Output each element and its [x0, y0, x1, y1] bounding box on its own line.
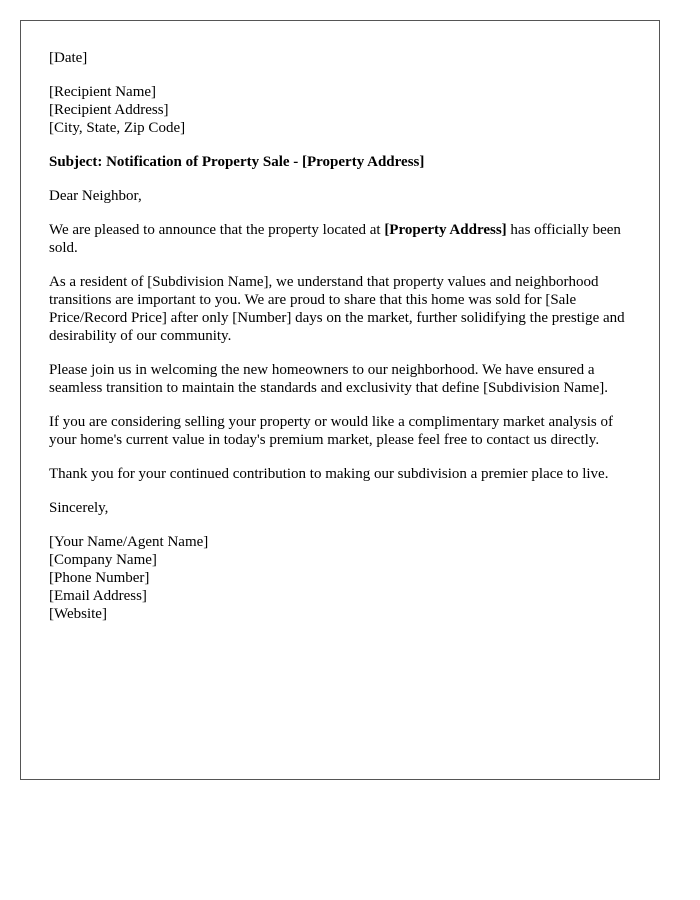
recipient-name: [Recipient Name] [49, 84, 157, 100]
subject-line: Subject: Notification of Property Sale - [Property Address] [49, 154, 425, 170]
salutation: Dear Neighbor, [49, 188, 142, 204]
date-block [49, 49, 631, 67]
recipient-block [49, 83, 631, 137]
paragraph-announcement-start: We are pleased to announce that the property located at [49, 222, 385, 238]
paragraph-welcome: Please join us in welcoming the new homeowners to our neighborhood. We have ensured a seamless transition to maintain the standards and exclusivity that define [Subdivision Name]. [49, 362, 609, 396]
signature-company: [Company Name] [49, 552, 157, 568]
recipient-city: [City, State, Zip Code] [49, 120, 186, 136]
property-address: [Property Address] [384, 222, 507, 238]
closing: Sincerely, [49, 500, 109, 516]
signature-name: [Your Name/Agent Name] [49, 534, 209, 550]
paragraph-thanks: Thank you for your continued contribution to making our subdivision a premier place to live. [49, 466, 609, 482]
paragraph-market-analysis: If you are considering selling your property or would like a complimentary market analysis of your home's current value in today's premium market, please feel free to contact us directly. [49, 414, 614, 448]
paragraph-sale-details: As a resident of [Subdivision Name], we understand that property values and neighborhood transitions are important to you. We are proud to share that this home was sold for [Sale Price/Record Price] after only [Number] days on the market, further solidifying the prestige and desirability of our community. [49, 274, 625, 344]
recipient-address: [Recipient Address] [49, 102, 169, 118]
letter-page [20, 20, 660, 780]
signature-email: [Email Address] [49, 588, 147, 604]
signature-block [49, 533, 631, 623]
signature-phone: [Phone Number] [49, 570, 150, 586]
paragraph-announcement-end: has officially been sold. [49, 222, 621, 256]
signature-website: [Website] [49, 606, 107, 622]
paragraph-announcement [49, 221, 631, 257]
date: [Date] [49, 50, 88, 66]
